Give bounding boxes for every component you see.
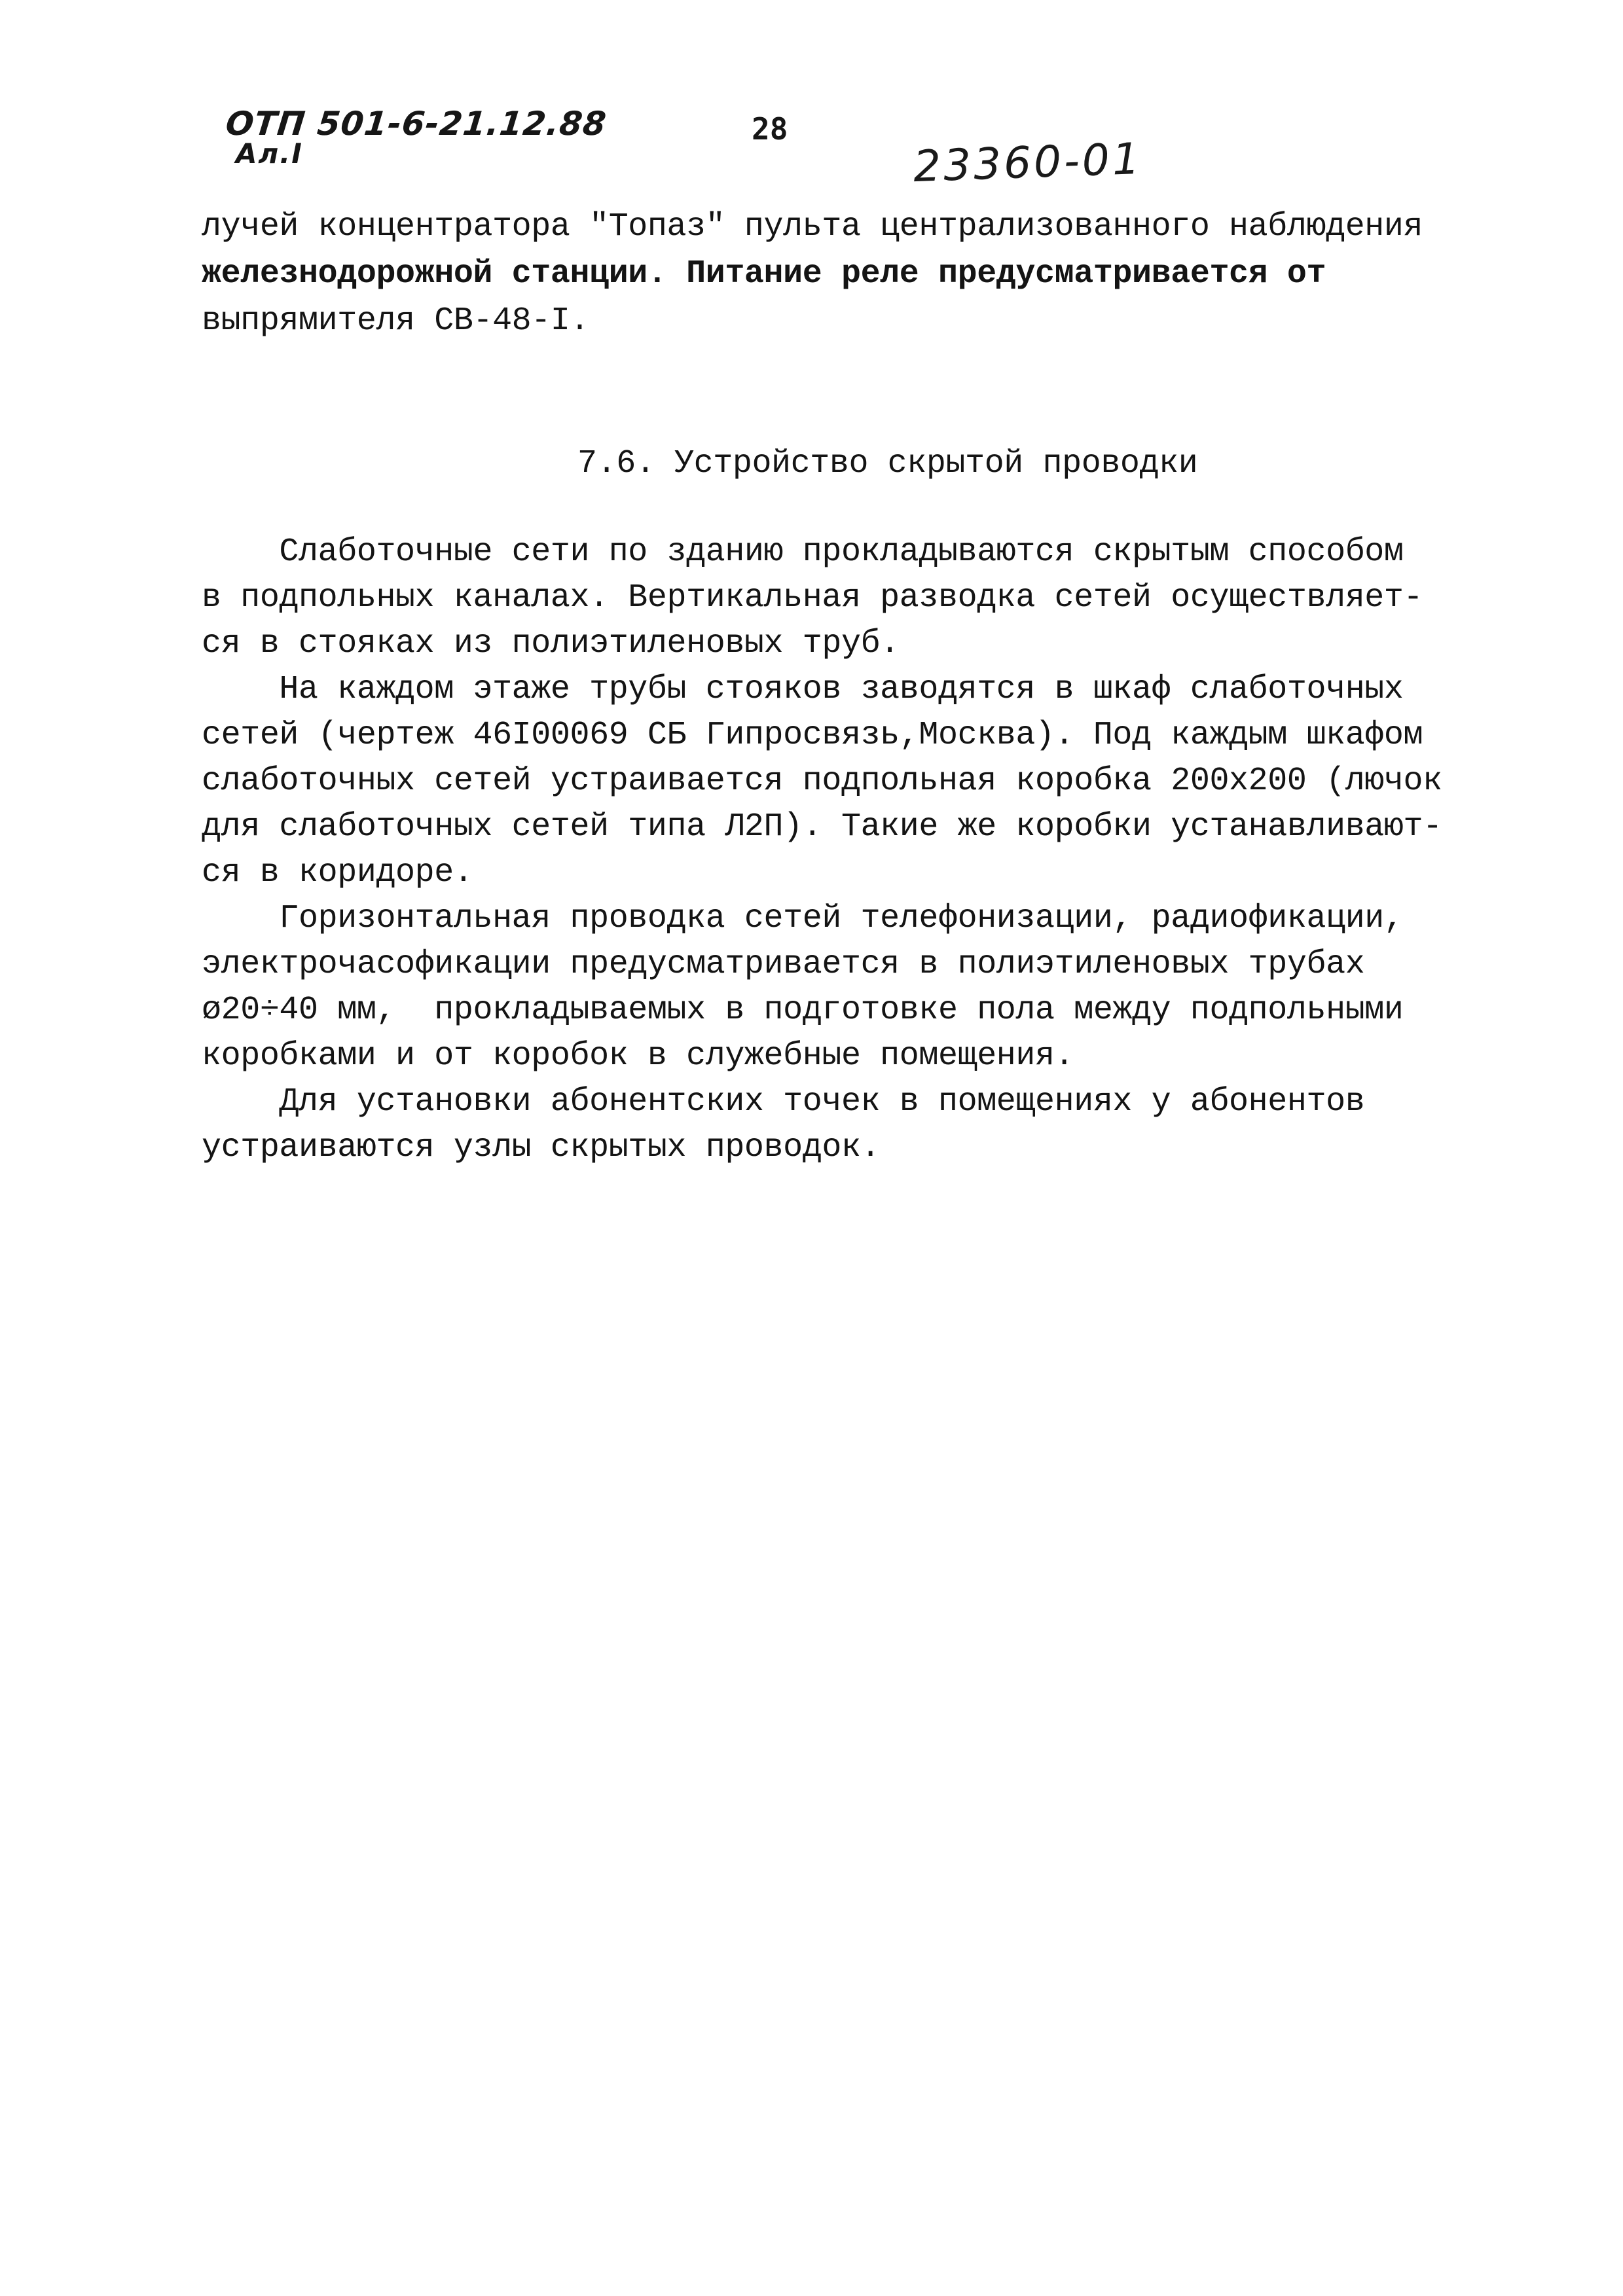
text-line: сетей (чертеж 46I00069 СБ Гипросвязь,Москва). Под каждым шкафом [202, 717, 1423, 754]
text-line: электрочасофикации предусматривается в полиэтиленовых трубах [202, 946, 1365, 983]
document-code: ОТП 501-6-21.12.88 [223, 105, 609, 143]
paragraph-4 [202, 1083, 1365, 1232]
text-line: На каждом этаже трубы стояков заводятся в шкаф слаботочных [202, 671, 1404, 708]
text-line: ся в коридоре. [202, 854, 473, 891]
text-line: Горизонтальная проводка сетей телефонизации, радиофикации, [202, 900, 1404, 937]
sheet-label: Ал.I [236, 137, 303, 170]
text-line: железнодорожной станции. Питание реле предусматривается от [202, 255, 1326, 293]
text-line: ся в стояках из полиэтиленовых труб. [202, 625, 900, 662]
text-line: устраиваются узлы скрытых проводок. [202, 1129, 881, 1166]
archive-number: 23360-01 [912, 133, 1144, 192]
text-line: ø20÷40 мм, прокладываемых в подготовке пола между подпольными [202, 992, 1404, 1029]
text-line: выпрямителя СВ-48-I. [202, 302, 590, 340]
text-line: в подпольных каналах. Вертикальная разводка сетей осуществляет- [202, 579, 1423, 617]
text-line: для слаботочных сетей типа Л2П). Такие же коробки устанавливают- [202, 808, 1442, 846]
intro-paragraph [202, 208, 1423, 395]
section-heading: 7.6. Устройство скрытой проводки [577, 445, 1198, 482]
text-line: лучей концентратора "Топаз" пульта централизованного наблюдения [202, 208, 1423, 245]
text-line: Слаботочные сети по зданию прокладываются скрытым способом [202, 533, 1404, 571]
page-number: 28 [752, 111, 788, 147]
text-line: слаботочных сетей устраивается подпольная коробка 200х200 (лючок [202, 762, 1442, 800]
text-line: коробками и от коробок в служебные помещения. [202, 1037, 1074, 1075]
text-line: Для установки абонентских точек в помещениях у абонентов [202, 1083, 1365, 1121]
